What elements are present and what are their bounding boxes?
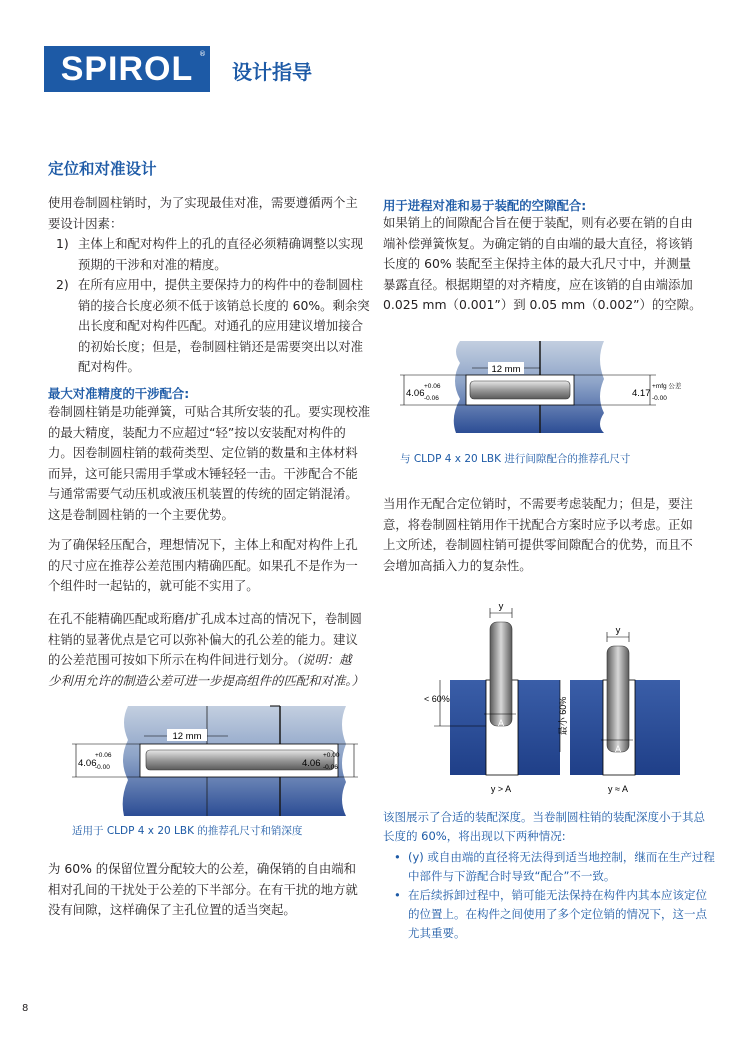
light-press-paragraph: 为了确保轻压配合，理想情况下，主体上和配对构件上孔 的尺寸应在推荐公差范围内精确匹配。如果孔不是作为一 个组件时一起钻的，就可能不实用了。 [48, 537, 358, 593]
y-label-right: y [615, 625, 621, 636]
y-label-left: y [498, 601, 504, 612]
logo-text: SPIROL [60, 49, 194, 88]
sixty-percent-paragraph: 为 60% 的保留位置分配较大的公差，确保销的自由端和 相对孔间的干扰处于公差的下半部分。在有干扰的地方就 没有间隙，这样确保了主孔位置的适当突起。 [48, 861, 358, 917]
svg-text:+0.00: +0.00 [323, 752, 340, 759]
header-title: 设计指导 [232, 60, 312, 84]
svg-text:-0.06: -0.06 [424, 395, 439, 402]
a-label-right: A [614, 744, 622, 754]
right-hole-dim: 4.17 [632, 388, 651, 399]
clearance-fit-paragraph: 如果销上的间隙配合旨在便于装配，则有必要在销的自由 端补偿弹簧恢复。为确定销的自由端的最大直径，将该销 长度的 60% 装配至主保持主体的最大孔尺寸中，并测量 暴露直径。根据期望的对齐精度，应在该销的自由端添加 0.025 mm（0.001”）到 0.05 mm（0.002”）的空隙。 [383, 215, 702, 312]
insertion-depth-paragraph: 该图展示了合适的装配深度。当卷制圆柱销的装配深度小于其总 长度的 60%，将出现以下两种情况: [383, 810, 705, 843]
registered-mark: ® [199, 50, 206, 58]
hole-size-diagram-2 [400, 335, 690, 440]
left-hole-dim: 4.06 [78, 758, 97, 769]
coiled-pin [470, 381, 570, 399]
left-hole-dim: 4.06 [406, 388, 425, 399]
svg-text:+0.06: +0.06 [95, 752, 112, 759]
dowel-paragraph: 当用作无配合定位销时，不需要考虑装配力；但是，要注 意，将卷制圆柱销用作干扰配合方案时应予以考虑。正如 上文所述，卷制圆柱销可提供零间隙配合的优势，而且不 会增加高插入力的复杂性。 [383, 496, 693, 573]
interference-fit-heading: 最大对准精度的干涉配合: [48, 386, 190, 401]
design-factor-list [48, 234, 378, 378]
y-greater-a-caption: y > A [490, 784, 512, 794]
svg-text:-0.00: -0.00 [95, 764, 110, 771]
list-item: • (y) 或自由端的直径将无法得到适当地控制，继而在生产过程 中部件与下游配合时导致“配合”不一致。 [394, 850, 715, 883]
section-title: 定位和对准设计 [48, 160, 157, 178]
a-label-left: A [497, 718, 505, 728]
hole-size-diagram-1 [70, 700, 360, 825]
svg-text:+mfg 公差: +mfg 公差 [652, 383, 682, 390]
figure-2-caption: 与 CLDP 4 x 20 LBK 进行间隙配合的推荐孔尺寸 [400, 453, 631, 465]
spirol-logo [44, 46, 210, 92]
y-approx-a-caption: y ≈ A [608, 784, 628, 794]
left-pin [490, 622, 512, 726]
right-hole-dim: 4.06 [302, 758, 321, 769]
consequences-list [392, 848, 722, 943]
tolerance-paragraph: 在孔不能精确匹配或珩磨/扩孔成本过高的情况下，卷制圆 柱销的显著优点是它可以弥补偏大的孔公差的能力。建议 的公差范围可按如下所示在构件间进行划分。（说明：越 少利用允许的制造公差可进一步提高组件的匹配和对准。） [48, 611, 364, 688]
dim-12mm-label: 12 mm [172, 731, 202, 742]
insertion-depth-diagram [420, 600, 690, 798]
list-item: • 在后续拆卸过程中，销可能无法保持在构件内其本应该定位 的位置上。在构件之间使用了多个定位销的情况下，这一点 尤其重要。 [394, 888, 707, 940]
left-intro: 使用卷制圆柱销时，为了实现最佳对准，需要遵循两个主 要设计因素： [48, 195, 358, 231]
svg-text:-0.06: -0.06 [323, 764, 338, 771]
less-than-60-label: < 60% [424, 694, 450, 704]
list-item: 2) 在所有应用中，提供主要保持力的构件中的卷制圆柱 销的接合长度必须不低于该销总长度的 60%。剩余突 出长度和配对构件匹配。对通孔的应用建议增加接合 的初始长度；但是，卷制圆柱销还是需要突出以对准 配对构件。 [56, 277, 370, 374]
interference-fit-paragraph: 卷制圆柱销是功能弹簧，可贴合其所安装的孔。要实现校准 的最大精度，装配力不应超过“轻”按以安装配对构件的 力。因卷制圆柱销的载荷类型、定位销的数量和主体材料 而异，这可能只需用手掌或木锤轻轻一击。干涉配合不能 与通常需要气动压机或液压机装置的传统的固定销混淆。 这是卷制圆柱销的一个主要优势。 [48, 404, 371, 522]
min-60-label: 最小 60% [558, 696, 568, 736]
figure-1-caption: 适用于 CLDP 4 x 20 LBK 的推荐孔尺寸和销深度 [72, 825, 303, 837]
page-number: 8 [22, 1003, 29, 1014]
list-item: 1) 主体上和配对构件上的孔的直径必须精确调整以实现 预期的干涉和对准的精度。 [56, 236, 363, 272]
right-pin [607, 646, 629, 752]
svg-text:+0.06: +0.06 [424, 383, 441, 390]
clearance-fit-heading: 用于进程对准和易于装配的空隙配合: [383, 198, 587, 213]
dim-12mm-label: 12 mm [491, 364, 521, 375]
svg-text:-0.00: -0.00 [652, 395, 667, 402]
